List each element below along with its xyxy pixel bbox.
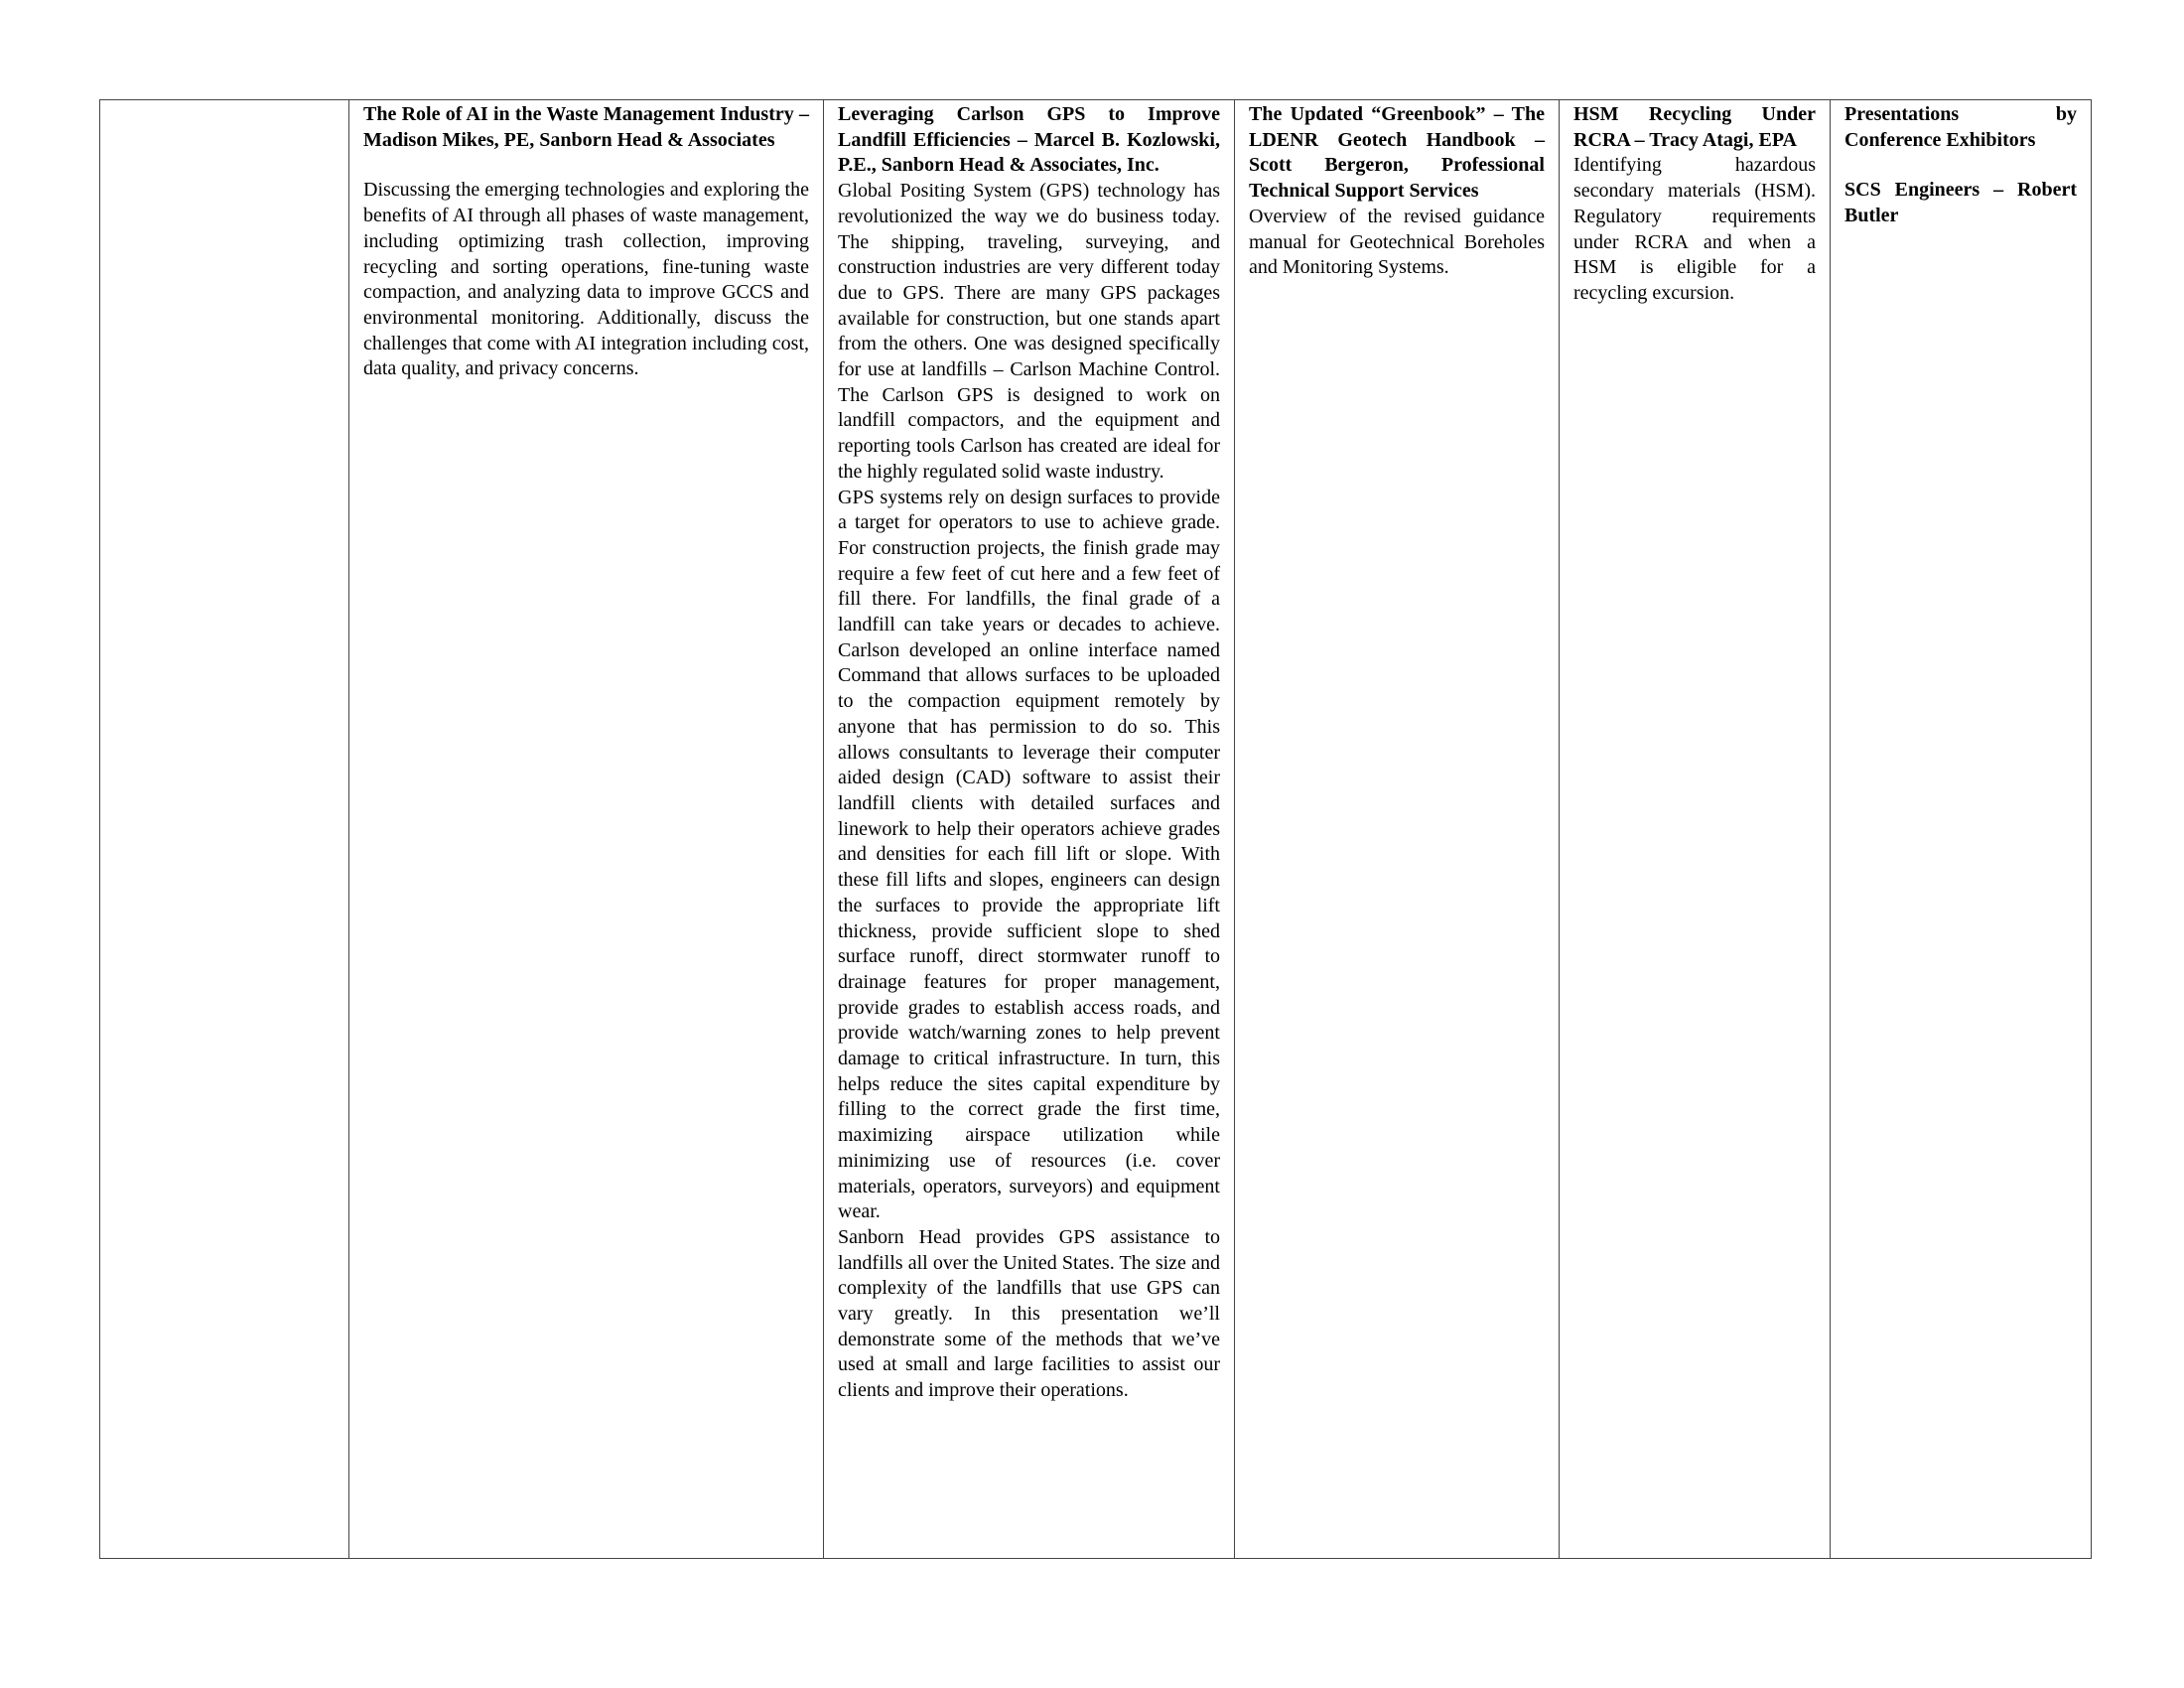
session-exhibitors-presenter: SCS Engineers – Robert Butler	[1844, 179, 2077, 227]
session-ai-cell	[349, 100, 824, 1559]
session-greenbook-title: The Updated “Greenbook” – The LDENR Geotech Handbook – Scott Bergeron, Professional Technical Support Services	[1249, 103, 1545, 203]
session-ai-title: The Role of AI in the Waste Management Industry – Madison Mikes, PE, Sanborn Head & Associates	[363, 103, 809, 151]
session-gps-title: Leveraging Carlson GPS to Improve Landfill Efficiencies – Marcel B. Kozlowski, P.E., Sanborn Head & Associates, Inc.	[838, 103, 1220, 177]
session-gps-paragraph-3: Sanborn Head provides GPS assistance to landfills all over the United States. The size and complexity of the landfills that use GPS can vary greatly. In this presentation we’ll demonstrate some of the methods that we’ve used at small and large facilities to assist our clients and improve their operations.	[838, 1225, 1220, 1402]
session-gps-cell	[824, 100, 1235, 1559]
session-gps-paragraph-2: GPS systems rely on design surfaces to provide a target for operators to use to achieve grade. For construction projects, the finish grade may require a few feet of cut here and a few feet of fill there. For landfills, the final grade of a landfill can take years or decades to achieve. Carlson developed an online interface named Command that allows surfaces to be uploaded to the compaction equipment remotely by anyone that has permission to do so. This allows consultants to leverage their computer aided design (CAD) software to assist their landfill clients with detailed surfaces and linework to help their operators achieve grades and densities for each fill lift or slope. With these fill lifts and slopes, engineers can design the surfaces to provide the appropriate lift thickness, provide sufficient slope to shed surface runoff, direct stormwater runoff to drainage features for proper management, provide grades to establish access roads, and provide watch/warning zones to help prevent damage to critical infrastructure. In turn, this helps reduce the sites capital expenditure by filling to the correct grade the first time, maximizing airspace utilization while minimizing use of resources (i.e. cover materials, operators, surveyors) and equipment wear.	[838, 486, 1220, 1223]
session-gps-paragraph-1: Global Positing System (GPS) technology has revolutionized the way we do business today. The shipping, traveling, surveying, and construction industries are very different today due to GPS. There are many GPS packages available for construction, but one stands apart from the others. One was designed specifically for use at landfills – Carlson Machine Control. The Carlson GPS is designed to work on landfill compactors, and the equipment and reporting tools Carlson has created are ideal for the highly regulated solid waste industry.	[838, 180, 1220, 483]
session-greenbook-description: Overview of the revised guidance manual for Geotechnical Boreholes and Monitoring Systems.	[1249, 205, 1545, 279]
session-exhibitors-cell	[1831, 100, 2092, 1559]
session-hsm-description: Identifying hazardous secondary materials (HSM). Regulatory requirements under RCRA and when a HSM is eligible for a recycling excursion.	[1573, 154, 1816, 304]
table-row	[100, 100, 2092, 1559]
session-ai-description: Discussing the emerging technologies and exploring the benefits of AI through all phases of waste management, including optimizing trash collection, improving recycling and sorting operations, fine-tuning waste compaction, and analyzing data to improve GCCS and environmental monitoring. Additionally, discuss the challenges that come with AI integration including cost, data quality, and privacy concerns.	[363, 179, 809, 380]
time-cell-empty	[100, 100, 349, 1559]
session-hsm-cell	[1560, 100, 1831, 1559]
session-schedule-table	[99, 99, 2092, 1559]
session-exhibitors-title: Presentations by Conference Exhibitors	[1844, 103, 2077, 151]
session-greenbook-cell	[1235, 100, 1560, 1559]
session-hsm-title: HSM Recycling Under RCRA – Tracy Atagi, EPA	[1573, 103, 1816, 151]
spacer	[363, 153, 809, 178]
spacer	[1844, 153, 2077, 178]
